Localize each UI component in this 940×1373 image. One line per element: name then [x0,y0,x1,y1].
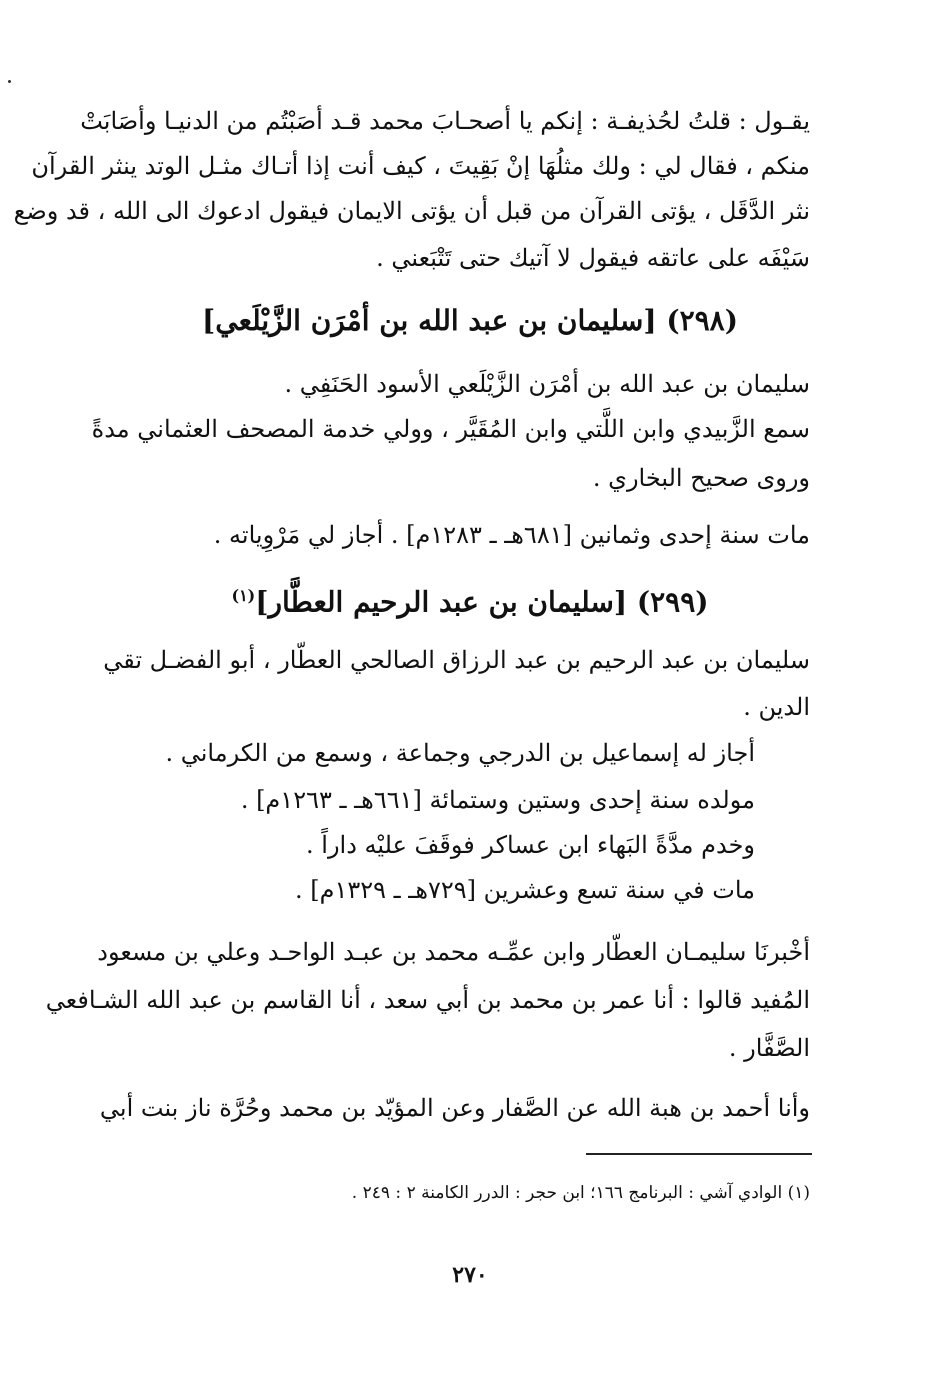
body-line: نثر الدَّقَل ، يؤتى القرآن من قبل أن يؤتى الايمان فيقول ادعوك الى الله ، قد وضع [13,197,810,225]
body-line: وروى صحيح البخاري . [592,464,810,492]
body-line: سليمان بن عبد الله بن أمْرَن الزَّيْلَعي الأسود الحَنَفِي . [284,370,810,398]
body-line: مات سنة إحدى وثمانين [٦٨١هـ ـ ١٢٨٣م] . أجاز لي مَرْوِياته . [213,521,810,549]
body-line: سليمان بن عبد الرحيم بن عبد الرزاق الصالحي العطّار ، أبو الفضـل تقي [103,646,810,674]
body-line: سَيْفَه على عاتقه فيقول لا آتيك حتى تَتْبَعني . [376,244,810,272]
body-line: سمع الزَّبيدي وابن اللَّتي وابن المُقَيَّر ، وولي خدمة المصحف العثماني مدةً [91,415,810,443]
footnote: (١) الوادي آشي : البرنامج ١٦٦؛ ابن حجر : الدرر الكامنة ٢ : ٢٤٩ . [351,1183,810,1203]
footnote-divider [586,1153,812,1155]
body-line: مات في سنة تسع وعشرين [٧٢٩هـ ـ ١٣٢٩م] . [294,876,755,904]
body-line: منكم ، فقال لي : ولك مثلُهَا إنْ بَقِيتَ ، كيف أنت إذا أتـاك مثـل الوتد ينثر القرآن [31,152,810,180]
body-line: الدين . [743,693,810,721]
body-line: أخْبرنَا سليمـان العطّار وابن عمِّـه محمد بن عبـد الواحـد وعلي بن مسعود [97,938,810,966]
scan-speck [8,80,11,83]
entry-heading-298: (٢٩٨) [سليمان بن عبد الله بن أمْرَن الزَّيْلَعي] [202,304,738,337]
body-line: الصَّفَّار . [728,1034,810,1062]
heading-text: (٢٩٩) [سليمان بن عبد الرحيم العطَّار] [255,585,709,619]
body-line: المُفيد قالوا : أنا عمر بن محمد بن أبي سعد ، أنا القاسم بن عبد الله الشـافعي [45,986,810,1014]
body-line: أجاز له إسماعيل بن الدرجي وجماعة ، وسمع من الكرماني . [165,739,755,767]
body-line: وخدم مدَّةً البَهاء ابن عساكر فوقَفَ عليْه داراً . [306,831,755,859]
footnote-ref: (١) [231,586,256,605]
body-line: وأنا أحمد بن هبة الله عن الصَّفار وعن المؤيّد بن محمد وحُرَّة ناز بنت أبي [99,1094,810,1122]
entry-heading-299 [70,578,870,620]
body-line: مولده سنة إحدى وستين وستمائة [٦٦١هـ ـ ١٢٦٣م] . [240,786,755,814]
body-line: يقـول : قلتُ لحُذيفـة : إنكم يا أصحـابَ محمد قـد أصَبْتُم من الدنيـا وأصَابَتْ [80,107,810,135]
page-number: ٢٧٠ [452,1262,488,1288]
